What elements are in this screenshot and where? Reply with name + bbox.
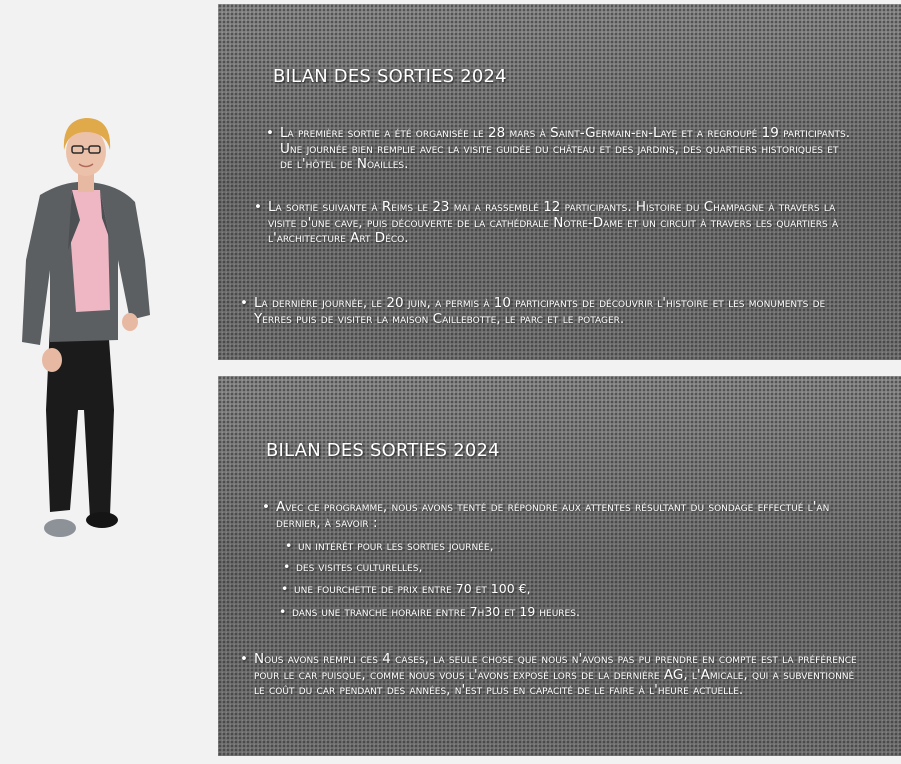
bullet-item [254,199,858,247]
bullet-item [262,499,866,531]
bullet-text: La sortie suivante à Reims le 23 mai a rassemblé 12 participants. Histoire du Champagne à travers la visite d'une cave, puis découverte de la cathédrale Notre-Dame et un circuit à travers les quartiers à l'architecture Art Déco. [268,199,839,246]
sub-bullet-text: une fourchette de prix entre 70 et 100 €, [294,581,531,596]
bullet-text: Nous avons rempli ces 4 cases, la seule chose que nous n'avons pas pu prendre en compte est la préférence pour le car puisque, comme nous vous l'avons exposé lors de la dernière AG, l'Amicale, qui a subventionné le coût du car pendant des années, n'est plus en capacité de le faire à l'heure actuelle. [254,651,857,698]
sub-bullet-item [283,559,423,574]
bullet-text: Avec ce programme, nous avons tenté de répondre aux attentes résultant du sondage effectué l'an dernier, à savoir : [276,499,830,531]
slide-title: BILAN DES SORTIES 2024 [266,440,500,461]
bullet-item [240,651,869,699]
bullet-dot-icon: • [266,125,274,141]
sub-bullet-item [281,581,531,596]
bullet-dot-icon: • [281,581,289,596]
sub-bullet-item [285,538,494,553]
woman-portrait-image [10,110,160,550]
bullet-dot-icon: • [240,651,248,667]
bullet-item [240,295,866,327]
bullet-dot-icon: • [279,604,287,619]
bullet-dot-icon: • [262,499,270,515]
bullet-text: La dernière journée, le 20 juin, a permis à 10 participants de découvrir l'histoire et les monuments de Yerres puis de visiter la maison Caillebotte, le parc et le potager. [254,295,826,327]
sub-bullet-text: un intérêt pour les sorties journée, [298,538,494,553]
slide-bilan-1 [218,4,901,360]
bullet-dot-icon: • [283,559,291,574]
slide-bilan-2 [218,376,901,756]
sub-bullet-text: des visites culturelles, [296,559,423,574]
bullet-dot-icon: • [285,538,293,553]
bullet-item [266,125,851,173]
bullet-dot-icon: • [254,199,262,215]
bullet-text: La première sortie a été organisée le 28 mars à Saint-Germain-en-Laye et a regroupé 19 participants. Une journée bien remplie avec la visite guidée du château et des jardins, des quartiers historiques et de l'hôtel de Noailles. [280,125,851,172]
slide-title: BILAN DES SORTIES 2024 [273,66,507,87]
bullet-dot-icon: • [240,295,248,311]
sub-bullet-text: dans une tranche horaire entre 7h30 et 19 heures. [292,604,580,619]
sub-bullet-item [279,604,580,619]
